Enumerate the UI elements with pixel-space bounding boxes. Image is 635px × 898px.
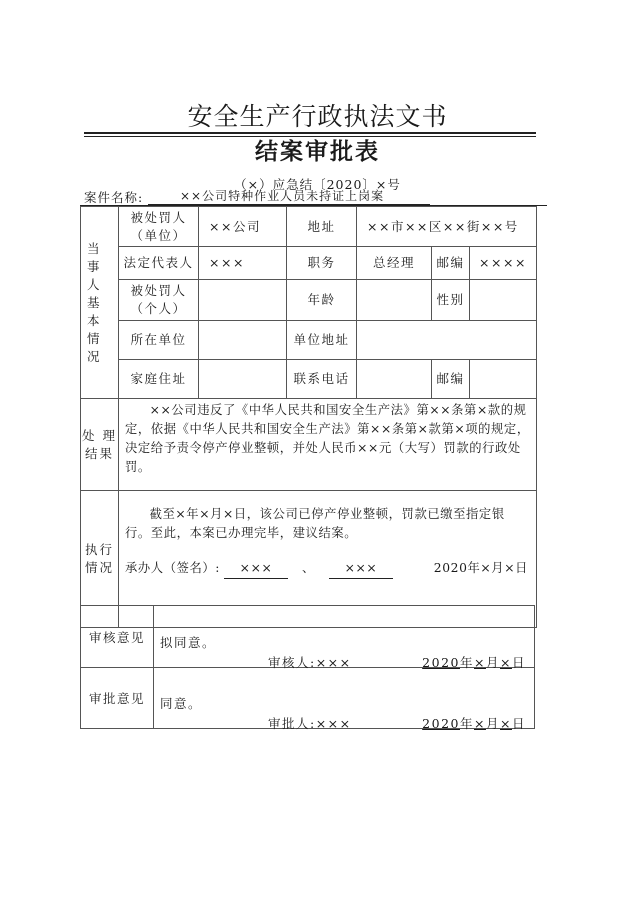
table-row: [81, 606, 535, 668]
table-row: [81, 280, 537, 321]
reviewer-signature: 审核人:×××: [268, 654, 352, 670]
handler-2-signature[interactable]: ×××: [329, 559, 393, 579]
table-row: [81, 399, 537, 491]
home-postcode-label: 邮编: [432, 360, 470, 399]
case-name-label: 案件名称:: [84, 190, 144, 205]
label-line: （个人）: [130, 301, 187, 316]
handler-1-signature[interactable]: ×××: [224, 559, 288, 579]
address-value[interactable]: ××市××区××街××号: [357, 207, 537, 247]
label-line: 执行: [84, 542, 114, 557]
handler-separator: 、: [302, 561, 315, 575]
label-line: 情况: [84, 560, 114, 575]
penalized-individual-value[interactable]: [199, 280, 287, 321]
approval-date: 2020年×月×日: [422, 716, 526, 731]
approval-date-day: ×: [500, 716, 512, 731]
label-line: （单位）: [130, 227, 187, 243]
label-line: 本 情: [87, 312, 106, 346]
execution-text: 截至×年×月×日，该公司已停产停业整顿，罚款已缴至指定银行。至此，本案已办理完毕，建议结案。: [125, 507, 505, 540]
employer-value[interactable]: [199, 321, 287, 360]
table-row: [81, 360, 537, 399]
review-date: 2020年×月×日: [422, 654, 526, 670]
review-date-year: 2020: [422, 654, 460, 670]
label-line: 被处罚人: [130, 283, 187, 298]
label-line: 况: [87, 348, 106, 364]
table-row: [81, 247, 537, 280]
review-opinion-cell[interactable]: [154, 606, 535, 668]
employer-label: 所在单位: [119, 321, 199, 360]
home-postcode-value[interactable]: [470, 360, 537, 399]
case-name-value[interactable]: ××公司特种作业人员未持证上岗案: [148, 188, 430, 205]
approval-opinion-text: 同意。: [160, 696, 203, 711]
review-date-month: ×: [474, 654, 486, 670]
result-section-label: [81, 399, 119, 491]
postcode-value[interactable]: ××××: [470, 247, 537, 280]
form-title: 结案审批表: [255, 139, 380, 165]
approval-date-year: 2020: [422, 716, 460, 731]
home-address-label: 家庭住址: [119, 360, 199, 399]
penalized-individual-label: [119, 280, 199, 321]
label-line: 被处罚人: [130, 209, 187, 225]
position-value[interactable]: 总经理: [357, 247, 432, 280]
age-label: 年龄: [287, 280, 357, 321]
position-label: 职务: [287, 247, 357, 280]
result-text: ××公司违反了《中华人民共和国安全生产法》第××条第×款的规定，依据《中华人民共和国安全生产法》第××条第×款第×项的规定，决定给予责令停产停业整顿，并处人民币××元（大写）罚款的行政处罚。: [125, 403, 530, 474]
penalized-entity-value[interactable]: ××公司: [199, 207, 287, 247]
age-value[interactable]: [357, 280, 432, 321]
opinion-table: [80, 605, 535, 729]
legal-representative-label: 法定代表人: [119, 247, 199, 280]
label-line: 当 事: [87, 240, 106, 274]
table-row: [81, 207, 537, 247]
employer-address-label: 单位地址: [287, 321, 357, 360]
phone-label: 联系电话: [287, 360, 357, 399]
address-label: 地址: [287, 207, 357, 247]
home-address-value[interactable]: [199, 360, 287, 399]
approver-signature: 审批人:×××: [268, 716, 352, 731]
employer-address-value[interactable]: [357, 321, 537, 360]
handler-signature-row: [125, 559, 530, 579]
document-number: （×）应急结〔2020〕×号: [234, 177, 401, 192]
approval-date-month: ×: [474, 716, 486, 731]
approval-opinion-label: 审批意见: [81, 668, 154, 729]
case-info-table: [80, 206, 537, 628]
review-date-day: ×: [500, 654, 512, 670]
phone-value[interactable]: [357, 360, 432, 399]
table-row: [81, 321, 537, 360]
document-title: 安全生产行政执法文书: [187, 102, 448, 131]
label-line: 人 基: [87, 276, 106, 310]
gender-label: 性别: [432, 280, 470, 321]
approval-opinion-cell[interactable]: [154, 668, 535, 729]
postcode-label: 邮编: [432, 247, 470, 280]
result-text-cell[interactable]: [119, 399, 537, 491]
label-line: 结果: [84, 445, 114, 461]
handler-label: 承办人（签名）:: [125, 561, 221, 575]
party-section-label: [81, 207, 119, 399]
review-opinion-text: 拟同意。: [160, 634, 217, 650]
penalized-entity-label: [119, 207, 199, 247]
legal-representative-value[interactable]: ×××: [199, 247, 287, 280]
review-opinion-label: 审核意见: [81, 606, 154, 668]
execution-date[interactable]: 2020年×月×日: [433, 561, 528, 575]
gender-value[interactable]: [470, 280, 537, 321]
label-line: 处 理: [82, 427, 117, 443]
table-row: [81, 668, 535, 729]
